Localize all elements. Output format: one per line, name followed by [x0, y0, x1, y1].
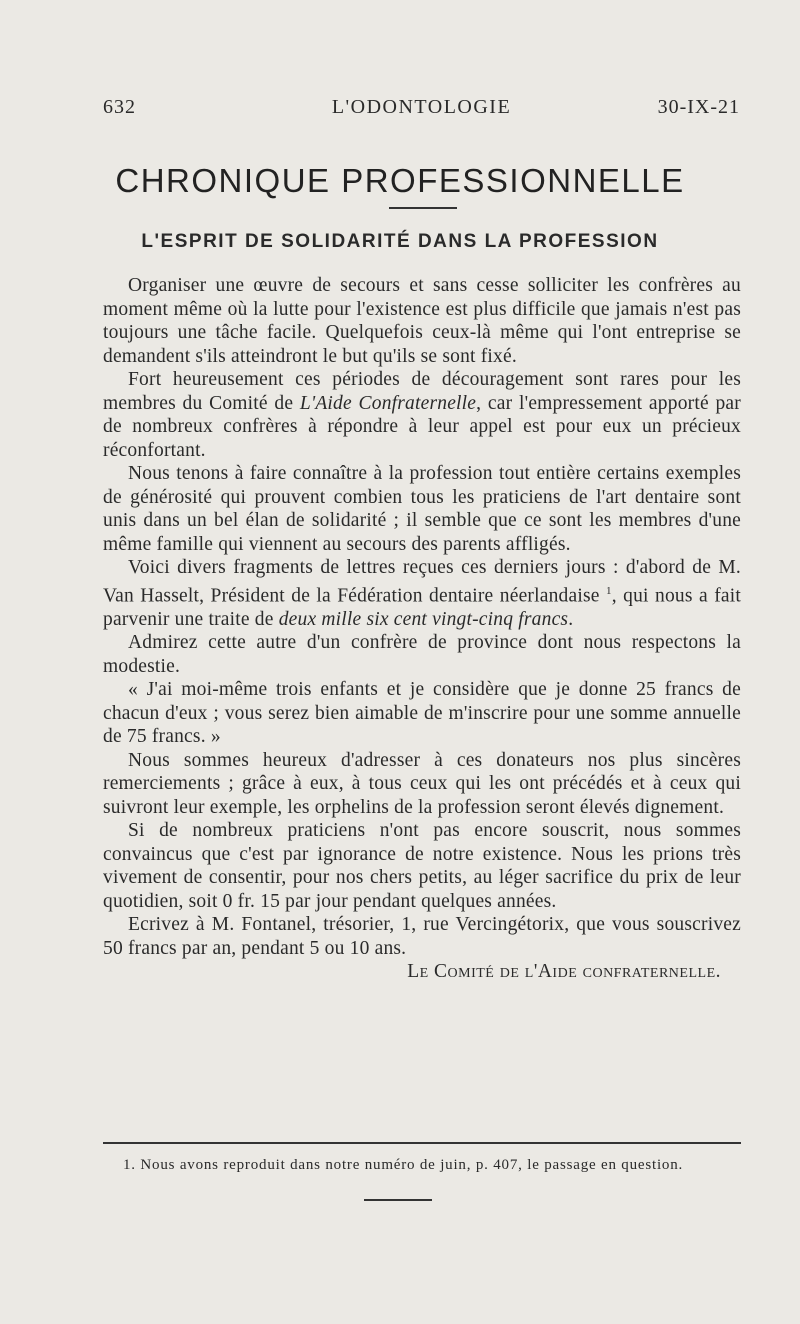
footnote-ref: 1 — [605, 584, 612, 597]
paragraph-4 — [103, 556, 741, 631]
paragraph-2-text-b: , car l'empressement apporté par de nombreux confrères à répondre à leur appel est pour eux un précieux réconfortant. — [103, 392, 741, 461]
paragraph-4-text-b: , qui nous a fait parvenir une traite de — [103, 585, 742, 630]
paragraph-2 — [103, 368, 741, 462]
paragraph-4-text-c: . — [568, 608, 574, 630]
title-divider — [389, 207, 457, 209]
page-title: CHRONIQUE PROFESSIONNELLE — [115, 162, 685, 199]
footnote-divider — [103, 1142, 741, 1144]
article-body — [103, 274, 741, 984]
paragraph-5: Admirez cette autre d'un confrère de province dont nous respectons la modestie. — [103, 632, 741, 677]
article-subtitle: L'ESPRIT DE SOLIDARITÉ DANS LA PROFESSION — [141, 231, 659, 252]
paragraph-2-text-a: Fort heureusement ces périodes de découragement sont rares pour les membres du Comité de — [103, 369, 741, 414]
issue-date: 30-IX-21 — [657, 96, 740, 118]
signature: Le Comité de l'Aide confraternelle. — [407, 961, 721, 982]
paragraph-1: Organiser une œuvre de secours et sans cesse solliciter les confrères au moment même où la lutte pour l'existence est plus difficile que jamais n'est pas toujours une tâche facile. Quelquefois ceux-là même qui l'ont entreprise se demandent s'ils atteindront le but qu'ils se sont fixé. — [103, 275, 741, 367]
paragraph-2-italic: L'Aide Confraternelle — [299, 392, 477, 414]
page-number: 632 — [103, 96, 136, 118]
paragraph-4-text-a: Voici divers fragments de lettres reçues ces derniers jours : d'abord de M. Van Hasselt, Président de la Fédération dentaire néerlandaise — [103, 557, 741, 606]
journal-title: L'ODONTOLOGIE — [331, 96, 512, 118]
paragraph-9: Ecrivez à M. Fontanel, trésorier, 1, rue Vercingétorix, que vous souscrivez 50 francs par an, pendant 5 ou 10 ans. — [103, 914, 741, 959]
paragraph-6-quote: « J'ai moi-même trois enfants et je considère que je donne 25 francs de chacun d'eux ; vous serez bien aimable de m'inscrire pour une somme annuelle de 75 francs. » — [103, 679, 741, 747]
paragraph-8: Si de nombreux praticiens n'ont pas encore souscrit, nous sommes convaincus que c'est par ignorance de notre existence. Nous les prions très vivement de consentir, pour nos chers petits, au léger sacrifice du prix de leur quotidien, soit 0 fr. 15 par jour pendant quelques années. — [103, 820, 741, 912]
paragraph-4-italic: deux mille six cent vingt-cinq francs — [278, 608, 569, 630]
end-divider — [364, 1199, 432, 1201]
footnote: 1. Nous avons reproduit dans notre numéro de juin, p. 407, le passage en question. — [123, 1157, 684, 1173]
paragraph-3: Nous tenons à faire connaître à la profession tout entière certains exemples de générosité qui prouvent combien tous les praticiens de l'art dentaire sont unis dans un bel élan de solidarité ; il semble que ce sont les membres d'une même famille qui viennent au secours des parents affligés. — [103, 463, 741, 555]
paragraph-7: Nous sommes heureux d'adresser à ces donateurs nos plus sincères remerciements ; grâce à eux, à tous ceux qui les ont précédés et à ceux qui suivront leur exemple, les orphelins de la profession seront élevés dignement. — [103, 749, 741, 818]
